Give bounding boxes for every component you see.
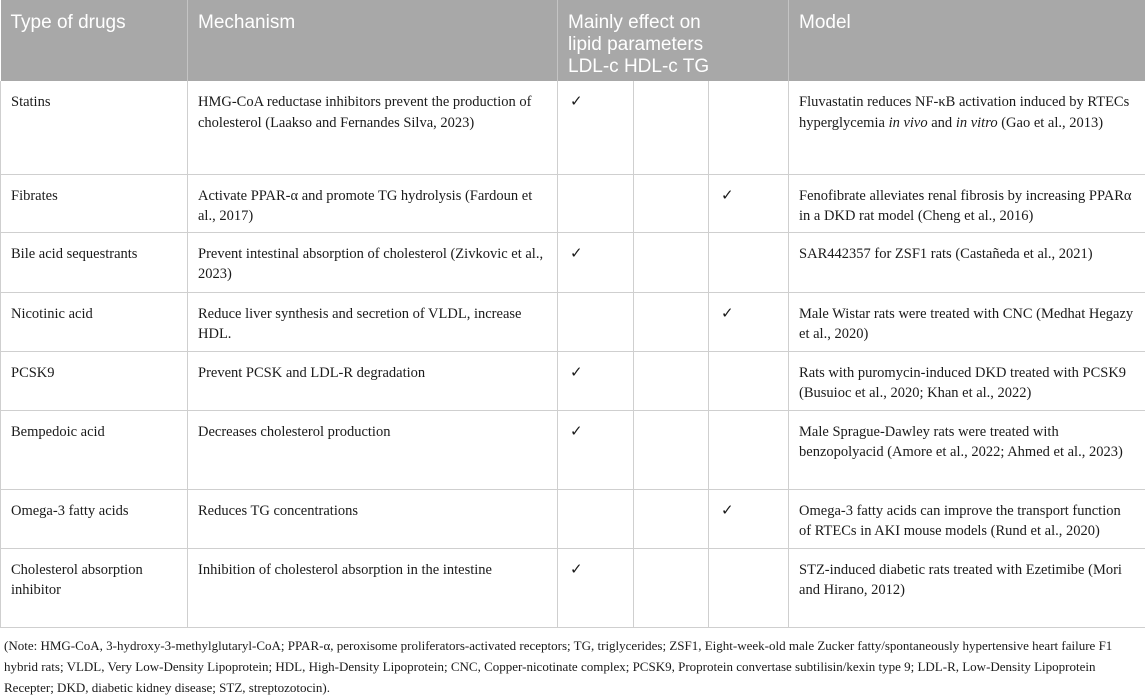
hdl-check-cell (634, 81, 709, 174)
model-text: (Gao et al., 2013) (998, 115, 1104, 131)
hdl-check-cell (634, 292, 709, 351)
ldl-check-cell: ✓ (558, 548, 634, 627)
drug-cell: Nicotinic acid (1, 292, 188, 351)
table-footnote: (Note: HMG-CoA, 3-hydroxy-3-methylglutaryl-CoA; PPAR-α, peroxisome proliferators-activated receptors; TG, triglycerides; ZSF1, Eight-week-old male Zucker fatty/spontaneously hypertensive heart failure F1 hybrid rats; VLDL, Very Low-Density Lipoprotein; HDL, High-Density Lipoprotein; CNC, Copper-nicotinate complex; PCSK9, Proprotein convertase subtilisin/kexin type 9; LDL-R, Low-Density Lipoprotein Recepter; DKD, diabetic kidney disease; STZ, streptozotocin). (0, 628, 1145, 698)
table-row (1, 489, 1145, 548)
drug-cell: Statins (1, 81, 188, 174)
mechanism-cell: Reduce liver synthesis and secretion of VLDL, increase HDL. (188, 292, 558, 351)
model-cell: Fenofibrate alleviates renal fibrosis by increasing PPARα in a DKD rat model (Cheng et al., 2016) (789, 174, 1145, 232)
ldl-check-cell: ✓ (558, 351, 634, 410)
mechanism-cell: HMG-CoA reductase inhibitors prevent the production of cholesterol (Laakso and Fernandes Silva, 2023) (188, 81, 558, 174)
ldl-check-cell (558, 292, 634, 351)
ldl-check-cell: ✓ (558, 81, 634, 174)
model-cell (789, 81, 1145, 174)
mechanism-cell: Decreases cholesterol production (188, 410, 558, 489)
hdl-check-cell (634, 548, 709, 627)
mechanism-cell: Activate PPAR-α and promote TG hydrolysis (Fardoun et al., 2017) (188, 174, 558, 232)
tg-check-cell: ✓ (709, 489, 789, 548)
hdl-check-cell (634, 410, 709, 489)
tg-check-cell: ✓ (709, 292, 789, 351)
model-italic-in-vitro: in vitro (956, 115, 998, 131)
header-row (1, 0, 1145, 81)
model-cell: Rats with puromycin-induced DKD treated with PCSK9 (Busuioc et al., 2020; Khan et al., 2022) (789, 351, 1145, 410)
table-row (1, 232, 1145, 292)
ldl-check-cell (558, 489, 634, 548)
drug-cell: Bempedoic acid (1, 410, 188, 489)
header-mainly-line1: Mainly effect on (568, 12, 701, 33)
model-cell: Male Wistar rats were treated with CNC (Medhat Hegazy et al., 2020) (789, 292, 1145, 351)
tg-check-cell (709, 232, 789, 292)
model-cell: Omega-3 fatty acids can improve the transport function of RTECs in AKI mouse models (Rund et al., 2020) (789, 489, 1145, 548)
header-type-of-drugs: Type of drugs (1, 0, 188, 81)
table-row (1, 548, 1145, 627)
table-header (1, 0, 1145, 81)
hdl-check-cell (634, 351, 709, 410)
header-mainly-line2: lipid parameters (568, 34, 703, 55)
mechanism-cell: Prevent intestinal absorption of cholesterol (Zivkovic et al., 2023) (188, 232, 558, 292)
header-model: Model (789, 0, 1145, 81)
tg-check-cell (709, 81, 789, 174)
header-mechanism: Mechanism (188, 0, 558, 81)
tg-check-cell: ✓ (709, 174, 789, 232)
hdl-check-cell (634, 174, 709, 232)
drug-cell: PCSK9 (1, 351, 188, 410)
hdl-check-cell (634, 489, 709, 548)
tg-check-cell (709, 410, 789, 489)
model-text: and (928, 115, 956, 131)
drug-cell: Bile acid sequestrants (1, 232, 188, 292)
table-row (1, 81, 1145, 174)
hdl-check-cell (634, 232, 709, 292)
model-cell: STZ-induced diabetic rats treated with Ezetimibe (Mori and Hirano, 2012) (789, 548, 1145, 627)
drug-cell: Fibrates (1, 174, 188, 232)
tg-check-cell (709, 548, 789, 627)
model-cell: SAR442357 for ZSF1 rats (Castañeda et al., 2021) (789, 232, 1145, 292)
mechanism-cell: Inhibition of cholesterol absorption in the intestine (188, 548, 558, 627)
mechanism-cell: Prevent PCSK and LDL-R degradation (188, 351, 558, 410)
drug-cell: Omega-3 fatty acids (1, 489, 188, 548)
model-cell: Male Sprague-Dawley rats were treated with benzopolyacid (Amore et al., 2022; Ahmed et al., 2023) (789, 410, 1145, 489)
table-row (1, 410, 1145, 489)
mechanism-cell: Reduces TG concentrations (188, 489, 558, 548)
header-mainly-effect (558, 0, 789, 81)
table-row (1, 292, 1145, 351)
drug-cell: Cholesterol absorption inhibitor (1, 548, 188, 627)
table-row (1, 174, 1145, 232)
model-italic-in-vivo: in vivo (889, 115, 928, 131)
table-body (1, 81, 1145, 627)
tg-check-cell (709, 351, 789, 410)
ldl-check-cell (558, 174, 634, 232)
table-row (1, 351, 1145, 410)
ldl-check-cell: ✓ (558, 232, 634, 292)
model-text: Fluvastatin reduces NF-κB activation induced by RTECs hyperglycemia (799, 94, 1129, 131)
header-mainly-line3: LDL-c HDL-c TG (568, 56, 709, 77)
ldl-check-cell: ✓ (558, 410, 634, 489)
